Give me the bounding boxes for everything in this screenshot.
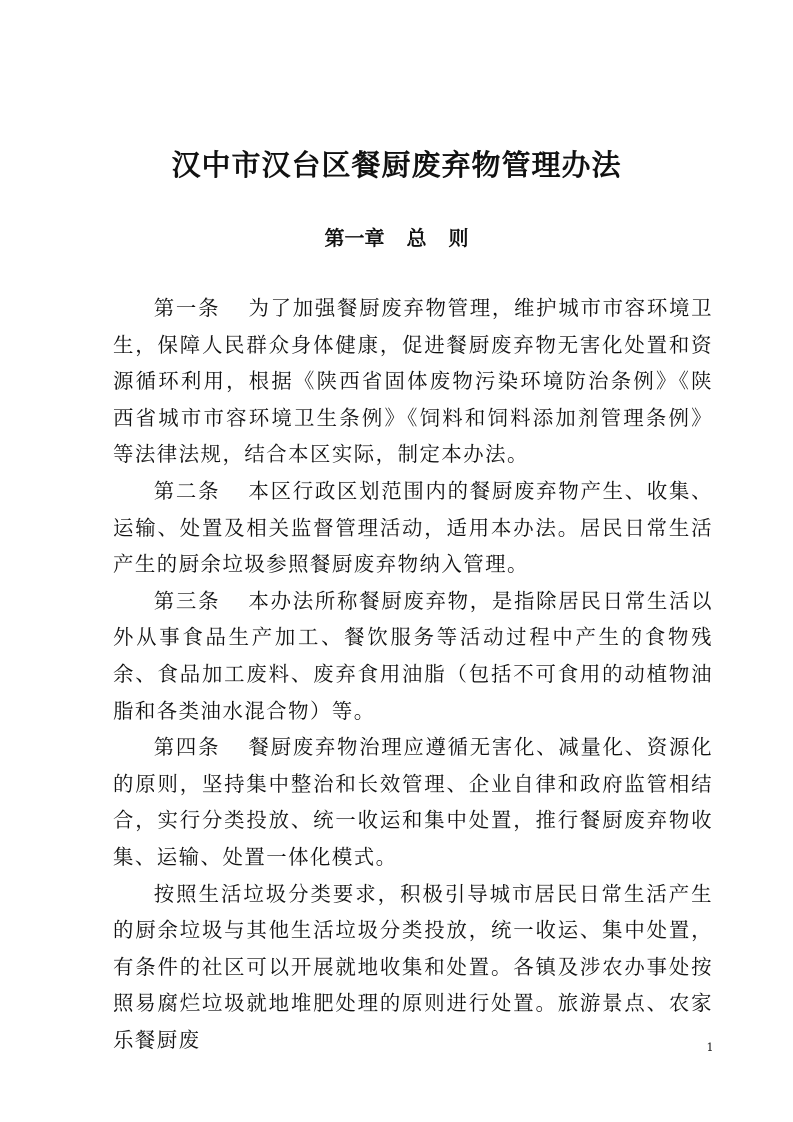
chapter-name-part2: 则 bbox=[448, 226, 469, 250]
continuation-paragraph bbox=[113, 876, 713, 1059]
article-text: 本办法所称餐厨废弃物，是指除居民日常生活以外从事食品生产加工、餐饮服务等活动过程中产生的食物残余、食品加工废料、废弃食用油脂（包括不可食用的动植物油脂和各类油水混合物）等。 bbox=[113, 588, 714, 723]
article-paragraph bbox=[113, 729, 713, 875]
article-number: 第三条 bbox=[153, 588, 221, 613]
article-paragraph bbox=[113, 473, 713, 583]
document-body bbox=[113, 290, 713, 1058]
chapter-label: 第一章 bbox=[324, 226, 385, 250]
chapter-name-part1: 总 bbox=[406, 226, 427, 250]
paragraph-text: 按照生活垃圾分类要求，积极引导城市居民日常生活产生的厨余垃圾与其他生活垃圾分类投放，统一收运、集中处置，有条件的社区可以开展就地收集和处置。各镇及涉农办事处按照易腐烂垃圾就地堆肥处理的原则进行处置。旅游景点、农家乐餐厨废 bbox=[113, 881, 713, 1052]
article-number: 第一条 bbox=[153, 296, 221, 320]
article-text: 本区行政区划范围内的餐厨废弃物产生、收集、运输、处置及相关监督管理活动，适用本办法。居民日常生活产生的厨余垃圾参照餐厨废弃物纳入管理。 bbox=[113, 478, 714, 577]
document-title: 汉中市汉台区餐厨废弃物管理办法 bbox=[171, 148, 622, 182]
chapter-heading bbox=[0, 222, 793, 254]
article-number: 第二条 bbox=[153, 478, 221, 503]
article-number: 第四条 bbox=[153, 735, 221, 760]
article-paragraph bbox=[113, 583, 713, 729]
article-paragraph bbox=[113, 290, 713, 473]
article-text: 餐厨废弃物治理应遵循无害化、减量化、资源化的原则，坚持集中整治和长效管理、企业自律和政府监管相结合，实行分类投放、统一收运和集中处置，推行餐厨废弃物收集、运输、处置一体化模式。 bbox=[113, 735, 714, 869]
article-text: 为了加强餐厨废弃物管理，维护城市市容环境卫生，保障人民群众身体健康，促进餐厨废弃物无害化处置和资源循环利用，根据《陕西省固体废物污染环境防治条例》《陕西省城市市容环境卫生条例》《饲料和饲料添加剂管理条例》等法律法规，结合本区实际，制定本办法。 bbox=[113, 296, 714, 467]
page-number: 1 bbox=[706, 1041, 714, 1054]
